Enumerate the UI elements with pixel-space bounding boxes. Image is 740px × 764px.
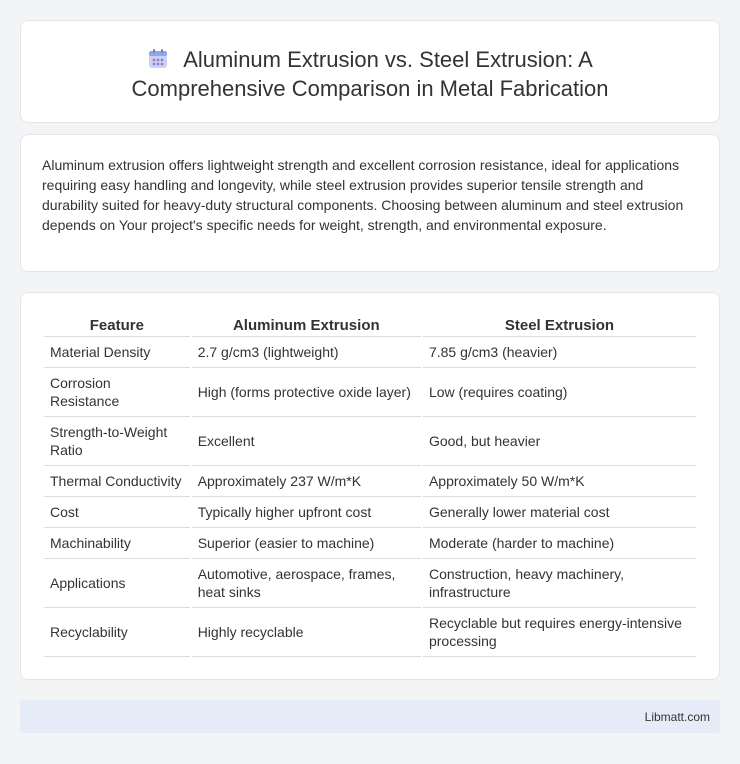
cell-feature: Machinability [44,528,190,559]
cell-aluminum: Excellent [192,417,421,466]
cell-steel: 7.85 g/cm3 (heavier) [423,337,696,368]
cell-feature: Corrosion Resistance [44,368,190,417]
footer-bar [20,700,720,733]
cell-aluminum: 2.7 g/cm3 (lightweight) [192,337,421,368]
cell-aluminum: Highly recyclable [192,608,421,657]
table-row [44,528,696,559]
cell-steel: Low (requires coating) [423,368,696,417]
table-row [44,466,696,497]
cell-feature: Recyclability [44,608,190,657]
cell-steel: Moderate (harder to machine) [423,528,696,559]
table-row [44,497,696,528]
comparison-table [42,315,698,657]
cell-aluminum: Approximately 237 W/m*K [192,466,421,497]
title-line-2: Comprehensive Comparison in Metal Fabrication [131,76,609,101]
cell-aluminum: Automotive, aerospace, frames, heat sinks [192,559,421,608]
cell-feature: Strength-to-Weight Ratio [44,417,190,466]
page-title [21,45,719,103]
header-steel: Steel Extrusion [423,315,696,337]
table-row [44,608,696,657]
header-feature: Feature [44,315,190,337]
cell-feature: Cost [44,497,190,528]
cell-steel: Good, but heavier [423,417,696,466]
table-row [44,559,696,608]
cell-aluminum: High (forms protective oxide layer) [192,368,421,417]
comparison-card [20,292,720,680]
table-header-row [44,315,696,337]
footer-site-name: Libmatt.com [644,710,710,724]
table-row [44,337,696,368]
title-line-1: Aluminum Extrusion vs. Steel Extrusion: A [183,47,593,72]
calendar-icon [147,48,169,70]
cell-feature: Applications [44,559,190,608]
table-row [44,417,696,466]
cell-steel: Approximately 50 W/m*K [423,466,696,497]
cell-aluminum: Typically higher upfront cost [192,497,421,528]
cell-aluminum: Superior (easier to machine) [192,528,421,559]
cell-steel: Recyclable but requires energy-intensive processing [423,608,696,657]
cell-steel: Construction, heavy machinery, infrastructure [423,559,696,608]
cell-steel: Generally lower material cost [423,497,696,528]
cell-feature: Material Density [44,337,190,368]
header-aluminum: Aluminum Extrusion [192,315,421,337]
intro-card [20,134,720,272]
cell-feature: Thermal Conductivity [44,466,190,497]
title-card [20,20,720,123]
intro-paragraph: Aluminum extrusion offers lightweight strength and excellent corrosion resistance, ideal for applications requiring easy handling and longevity, while steel extrusion provides superior tensile strength and durability suited for heavy-duty structural components. Choosing between aluminum and steel extrusion depends on Your project's specific needs for weight, strength, and environmental exposure. [42,157,684,233]
table-row [44,368,696,417]
